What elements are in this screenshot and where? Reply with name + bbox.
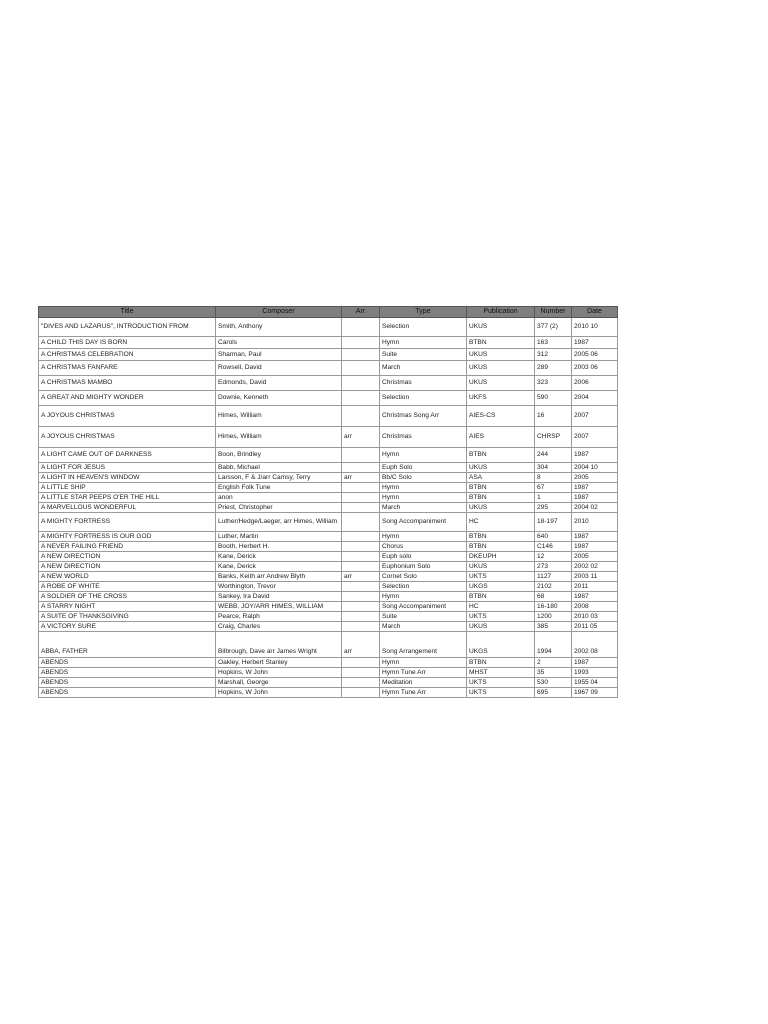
column-header-type: Type: [380, 307, 467, 318]
number-cell: 35: [535, 668, 572, 678]
publication-cell: UKTS: [467, 612, 535, 622]
title-cell: ABENDS: [39, 678, 216, 688]
table-row: [39, 592, 618, 602]
composer-cell: English Folk Tune: [216, 483, 342, 493]
spreadsheet: [38, 306, 617, 698]
type-cell: Hymn: [380, 448, 467, 463]
publication-cell: AIES: [467, 427, 535, 448]
table-row: [39, 361, 618, 376]
composer-cell: Babb, Michael: [216, 463, 342, 473]
type-cell: Christmas: [380, 427, 467, 448]
title-cell: A LITTLE SHIP: [39, 483, 216, 493]
date-cell: 2011 05: [572, 622, 618, 632]
date-cell: 2003 06: [572, 361, 618, 376]
number-cell: 695: [535, 688, 572, 698]
type-cell: Song Arrangement: [380, 632, 467, 658]
table-row: [39, 602, 618, 612]
arr-cell: [342, 688, 380, 698]
table-body: [39, 318, 618, 698]
arr-cell: [342, 562, 380, 572]
date-cell: 2006: [572, 376, 618, 391]
composer-cell: Sharman, Paul: [216, 349, 342, 361]
title-cell: A ROBE OF WHITE: [39, 582, 216, 592]
date-cell: 2011: [572, 582, 618, 592]
number-cell: 68: [535, 592, 572, 602]
date-cell: 2002 02: [572, 562, 618, 572]
number-cell: 590: [535, 391, 572, 406]
arr-cell: [342, 592, 380, 602]
composer-cell: Boon, Brindley: [216, 448, 342, 463]
date-cell: 1987: [572, 658, 618, 668]
table-row: [39, 658, 618, 668]
type-cell: Selection: [380, 391, 467, 406]
publication-cell: UKGS: [467, 632, 535, 658]
table-row: [39, 427, 618, 448]
arr-cell: [342, 602, 380, 612]
publication-cell: BTBN: [467, 448, 535, 463]
number-cell: 16-180: [535, 602, 572, 612]
table-row: [39, 483, 618, 493]
title-cell: ABENDS: [39, 668, 216, 678]
type-cell: Hymn Tune Arr: [380, 668, 467, 678]
table-row: [39, 688, 618, 698]
publication-cell: UKUS: [467, 503, 535, 513]
table-row: [39, 572, 618, 582]
arr-cell: [342, 658, 380, 668]
publication-cell: UKUS: [467, 318, 535, 337]
table-row: [39, 582, 618, 592]
type-cell: March: [380, 361, 467, 376]
title-cell: ABBA, FATHER: [39, 632, 216, 658]
date-cell: 2004 10: [572, 463, 618, 473]
type-cell: Song Accompaniment: [380, 602, 467, 612]
table-row: [39, 503, 618, 513]
composer-cell: Carols: [216, 337, 342, 349]
type-cell: Hymn: [380, 483, 467, 493]
publication-cell: BTBN: [467, 592, 535, 602]
table-row: [39, 678, 618, 688]
publication-cell: DKEUPH: [467, 552, 535, 562]
publication-cell: BTBN: [467, 337, 535, 349]
title-cell: A NEVER FAILING FRIEND: [39, 542, 216, 552]
table-row: [39, 493, 618, 503]
type-cell: Chorus: [380, 542, 467, 552]
number-cell: 1994: [535, 632, 572, 658]
table-row: [39, 473, 618, 483]
arr-cell: [342, 463, 380, 473]
column-header-number: Number: [535, 307, 572, 318]
date-cell: 1987: [572, 532, 618, 542]
publication-cell: HC: [467, 602, 535, 612]
date-cell: 1967 09: [572, 688, 618, 698]
title-cell: A LIGHT IN HEAVEN'S WINDOW: [39, 473, 216, 483]
table-row: [39, 349, 618, 361]
type-cell: Suite: [380, 612, 467, 622]
arr-cell: [342, 493, 380, 503]
title-cell: A CHRISTMAS CELEBRATION: [39, 349, 216, 361]
table-row: [39, 532, 618, 542]
table-row: [39, 542, 618, 552]
composer-cell: anon: [216, 493, 342, 503]
arr-cell: arr: [342, 632, 380, 658]
number-cell: 1127: [535, 572, 572, 582]
title-cell: A LITTLE STAR PEEPS O'ER THE HILL: [39, 493, 216, 503]
arr-cell: [342, 318, 380, 337]
header-row: [39, 307, 618, 318]
number-cell: 18-197: [535, 513, 572, 532]
type-cell: Euphonium Solo: [380, 562, 467, 572]
date-cell: 2010 03: [572, 612, 618, 622]
publication-cell: UKUS: [467, 361, 535, 376]
date-cell: 2005: [572, 473, 618, 483]
composer-cell: Rowsell, David: [216, 361, 342, 376]
date-cell: 2004 02: [572, 503, 618, 513]
arr-cell: [342, 552, 380, 562]
title-cell: A CHRISTMAS MAMBO: [39, 376, 216, 391]
table-row: [39, 448, 618, 463]
publication-cell: BTBN: [467, 542, 535, 552]
arr-cell: arr: [342, 473, 380, 483]
publication-cell: BTBN: [467, 483, 535, 493]
date-cell: 1987: [572, 592, 618, 602]
number-cell: 2102: [535, 582, 572, 592]
number-cell: 1: [535, 493, 572, 503]
column-header-date: Date: [572, 307, 618, 318]
composer-cell: Craig, Charles: [216, 622, 342, 632]
title-cell: A SOLDIER OF THE CROSS: [39, 592, 216, 602]
table-row: [39, 668, 618, 678]
title-cell: "DIVES AND LAZARUS", INTRODUCTION FROM: [39, 318, 216, 337]
date-cell: 2005 06: [572, 349, 618, 361]
number-cell: 16: [535, 406, 572, 427]
title-cell: A STARRY NIGHT: [39, 602, 216, 612]
arr-cell: [342, 678, 380, 688]
number-cell: 295: [535, 503, 572, 513]
number-cell: 1200: [535, 612, 572, 622]
column-header-title: Title: [39, 307, 216, 318]
arr-cell: [342, 503, 380, 513]
date-cell: 1993: [572, 668, 618, 678]
composer-cell: Marshall, George: [216, 678, 342, 688]
arr-cell: [342, 612, 380, 622]
publication-cell: UKTS: [467, 678, 535, 688]
table-row: [39, 513, 618, 532]
title-cell: ABENDS: [39, 688, 216, 698]
arr-cell: [342, 349, 380, 361]
type-cell: Selection: [380, 318, 467, 337]
title-cell: A VICTORY SURE: [39, 622, 216, 632]
arr-cell: [342, 513, 380, 532]
number-cell: 163: [535, 337, 572, 349]
number-cell: 312: [535, 349, 572, 361]
publication-cell: UKGS: [467, 582, 535, 592]
publication-cell: UKUS: [467, 349, 535, 361]
type-cell: Christmas Song Arr: [380, 406, 467, 427]
composer-cell: Luther/Hedge/Laeger, arr Himes, William: [216, 513, 342, 532]
title-cell: A SUITE OF THANKSGIVING: [39, 612, 216, 622]
table-row: [39, 318, 618, 337]
composer-cell: Priest, Christopher: [216, 503, 342, 513]
number-cell: CHRSP: [535, 427, 572, 448]
composer-cell: Smith, Anthony: [216, 318, 342, 337]
composer-cell: Oakley, Herbert Stanley: [216, 658, 342, 668]
title-cell: A LIGHT CAME OUT OF DARKNESS: [39, 448, 216, 463]
composer-cell: Bilbrough, Dave arr James Wright: [216, 632, 342, 658]
table-row: [39, 391, 618, 406]
publication-cell: UKFS: [467, 391, 535, 406]
composer-cell: Hopkins, W John: [216, 688, 342, 698]
date-cell: 1987: [572, 493, 618, 503]
publication-cell: ASA: [467, 473, 535, 483]
arr-cell: arr: [342, 427, 380, 448]
composer-cell: Luther, Martin: [216, 532, 342, 542]
arr-cell: [342, 361, 380, 376]
date-cell: 2010 10: [572, 318, 618, 337]
table-row: [39, 622, 618, 632]
title-cell: A JOYOUS CHRISTMAS: [39, 427, 216, 448]
title-cell: A NEW DIRECTION: [39, 562, 216, 572]
type-cell: March: [380, 503, 467, 513]
composer-cell: Hopkins, W John: [216, 668, 342, 678]
composer-cell: Himes, William: [216, 406, 342, 427]
date-cell: 2010: [572, 513, 618, 532]
type-cell: Song Accompaniment: [380, 513, 467, 532]
column-header-arr: Arr: [342, 307, 380, 318]
arr-cell: [342, 391, 380, 406]
date-cell: 1987: [572, 448, 618, 463]
composer-cell: WEBB, JOY/ARR HIMES, WILLIAM: [216, 602, 342, 612]
arr-cell: [342, 668, 380, 678]
title-cell: A GREAT AND MIGHTY WONDER: [39, 391, 216, 406]
composer-cell: Sankey, Ira David: [216, 592, 342, 602]
number-cell: 273: [535, 562, 572, 572]
date-cell: 2005: [572, 552, 618, 562]
table-row: [39, 337, 618, 349]
number-cell: 12: [535, 552, 572, 562]
table-row: [39, 376, 618, 391]
number-cell: 244: [535, 448, 572, 463]
number-cell: C146: [535, 542, 572, 552]
title-cell: A LIGHT FOR JESUS: [39, 463, 216, 473]
arr-cell: [342, 622, 380, 632]
title-cell: A MIGHTY FORTRESS: [39, 513, 216, 532]
composer-cell: Pearce, Ralph: [216, 612, 342, 622]
type-cell: Hymn: [380, 532, 467, 542]
publication-cell: BTBN: [467, 493, 535, 503]
number-cell: 377 (2): [535, 318, 572, 337]
type-cell: Suite: [380, 349, 467, 361]
date-cell: 2007: [572, 406, 618, 427]
composer-cell: Booth, Herbert H.: [216, 542, 342, 552]
arr-cell: [342, 582, 380, 592]
composer-cell: Larsson, F & J/arr Camsy, Terry: [216, 473, 342, 483]
date-cell: 1987: [572, 337, 618, 349]
type-cell: Euph Solo: [380, 463, 467, 473]
date-cell: 2004: [572, 391, 618, 406]
type-cell: Hymn: [380, 493, 467, 503]
type-cell: Bb/C Solo: [380, 473, 467, 483]
composer-cell: Kane, Derick: [216, 552, 342, 562]
composer-cell: Downie, Kenneth: [216, 391, 342, 406]
column-header-composer: Composer: [216, 307, 342, 318]
title-cell: A NEW WORLD: [39, 572, 216, 582]
table-row: [39, 562, 618, 572]
arr-cell: [342, 376, 380, 391]
arr-cell: arr: [342, 572, 380, 582]
type-cell: Cornet Solo: [380, 572, 467, 582]
number-cell: 67: [535, 483, 572, 493]
music-catalog-table: [38, 306, 618, 698]
number-cell: 323: [535, 376, 572, 391]
table-row: [39, 632, 618, 658]
type-cell: Christmas: [380, 376, 467, 391]
title-cell: A NEW DIRECTION: [39, 552, 216, 562]
date-cell: 2007: [572, 427, 618, 448]
composer-cell: Kane, Derick: [216, 562, 342, 572]
arr-cell: [342, 337, 380, 349]
number-cell: 640: [535, 532, 572, 542]
arr-cell: [342, 406, 380, 427]
title-cell: A CHRISTMAS FANFARE: [39, 361, 216, 376]
title-cell: A CHILD THIS DAY IS BORN: [39, 337, 216, 349]
table-row: [39, 552, 618, 562]
publication-cell: BTBN: [467, 658, 535, 668]
publication-cell: HC: [467, 513, 535, 532]
date-cell: 1987: [572, 542, 618, 552]
type-cell: Hymn: [380, 337, 467, 349]
table-row: [39, 612, 618, 622]
arr-cell: [342, 483, 380, 493]
composer-cell: Banks, Keith arr Andrew Blyth: [216, 572, 342, 582]
publication-cell: UKUS: [467, 463, 535, 473]
composer-cell: Himes, William: [216, 427, 342, 448]
publication-cell: UKUS: [467, 562, 535, 572]
table-row: [39, 406, 618, 427]
number-cell: 385: [535, 622, 572, 632]
title-cell: A JOYOUS CHRISTMAS: [39, 406, 216, 427]
arr-cell: [342, 542, 380, 552]
publication-cell: UKUS: [467, 376, 535, 391]
number-cell: 289: [535, 361, 572, 376]
publication-cell: AIES-CS: [467, 406, 535, 427]
date-cell: 1987: [572, 483, 618, 493]
title-cell: A MARVELLOUS WONDERFUL: [39, 503, 216, 513]
title-cell: A MIGHTY FORTRESS IS OUR GOD: [39, 532, 216, 542]
date-cell: 2003 11: [572, 572, 618, 582]
publication-cell: UKTS: [467, 688, 535, 698]
type-cell: March: [380, 622, 467, 632]
publication-cell: MHST: [467, 668, 535, 678]
date-cell: 1955 04: [572, 678, 618, 688]
title-cell: ABENDS: [39, 658, 216, 668]
number-cell: 2: [535, 658, 572, 668]
arr-cell: [342, 448, 380, 463]
publication-cell: BTBN: [467, 532, 535, 542]
composer-cell: Worthington, Trevor: [216, 582, 342, 592]
composer-cell: Edmonds, David: [216, 376, 342, 391]
type-cell: Hymn: [380, 592, 467, 602]
type-cell: Hymn Tune Arr: [380, 688, 467, 698]
date-cell: 2002 08: [572, 632, 618, 658]
table-row: [39, 463, 618, 473]
type-cell: Meditation: [380, 678, 467, 688]
arr-cell: [342, 532, 380, 542]
publication-cell: UKUS: [467, 622, 535, 632]
publication-cell: UKTS: [467, 572, 535, 582]
number-cell: 530: [535, 678, 572, 688]
type-cell: Selection: [380, 582, 467, 592]
number-cell: 304: [535, 463, 572, 473]
column-header-publication: Publication: [467, 307, 535, 318]
date-cell: 2008: [572, 602, 618, 612]
type-cell: Euph solo: [380, 552, 467, 562]
type-cell: Hymn: [380, 658, 467, 668]
number-cell: 8: [535, 473, 572, 483]
